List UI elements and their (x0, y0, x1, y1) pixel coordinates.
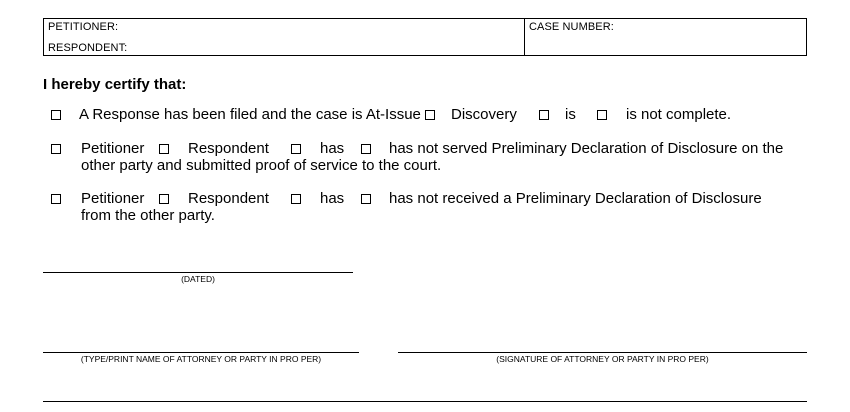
received-has-text: has (320, 190, 345, 207)
received-has-checkbox[interactable] (291, 194, 301, 204)
response-filed-checkbox[interactable] (51, 110, 61, 120)
served-respondent-text: Respondent (188, 140, 269, 157)
received-petitioner-text: Petitioner (81, 190, 145, 207)
received-respondent-text: Respondent (188, 190, 269, 207)
received-has-not-checkbox[interactable] (361, 194, 371, 204)
served-continuation-text: other party and submitted proof of service to the court. (81, 157, 442, 174)
response-filed-text: A Response has been filed and the case is At-Issue (79, 106, 421, 123)
bottom-rule (43, 401, 807, 402)
has-not-received-text: has not received a Preliminary Declaration of Disclosure (389, 190, 762, 207)
served-respondent-checkbox[interactable] (159, 144, 169, 154)
received-continuation-text: from the other party. (81, 207, 215, 224)
served-petitioner-checkbox-a[interactable] (51, 144, 61, 154)
certify-heading: I hereby certify that: (43, 76, 187, 93)
received-respondent-checkbox[interactable] (159, 194, 169, 204)
petitioner-label: PETITIONER: (48, 21, 119, 33)
signature-line[interactable] (398, 352, 807, 353)
served-petitioner-text: Petitioner (81, 140, 145, 157)
print-name-label: (TYPE/PRINT NAME OF ATTORNEY OR PARTY IN PRO PER) (80, 354, 322, 364)
discovery-text: Discovery (451, 106, 517, 123)
header-divider (524, 18, 525, 56)
discovery-checkbox[interactable] (425, 110, 435, 120)
dated-line[interactable] (43, 272, 353, 273)
served-has-not-checkbox[interactable] (361, 144, 371, 154)
dated-label: (DATED) (181, 274, 215, 284)
is-not-complete-text: is not complete. (626, 106, 732, 123)
case-number-label: CASE NUMBER: (529, 21, 614, 33)
print-name-line[interactable] (43, 352, 359, 353)
served-has-text: has (320, 140, 345, 157)
received-petitioner-checkbox[interactable] (51, 194, 61, 204)
case-header-box (43, 18, 807, 56)
discovery-is-checkbox[interactable] (539, 110, 549, 120)
respondent-label: RESPONDENT: (48, 42, 128, 54)
discovery-is-not-checkbox[interactable] (597, 110, 607, 120)
discovery-is-text: is (565, 106, 576, 123)
has-not-served-text: has not served Preliminary Declaration of Disclosure on the (389, 140, 784, 157)
signature-label: (SIGNATURE OF ATTORNEY OR PARTY IN PRO PER) (496, 354, 709, 364)
served-has-checkbox[interactable] (291, 144, 301, 154)
